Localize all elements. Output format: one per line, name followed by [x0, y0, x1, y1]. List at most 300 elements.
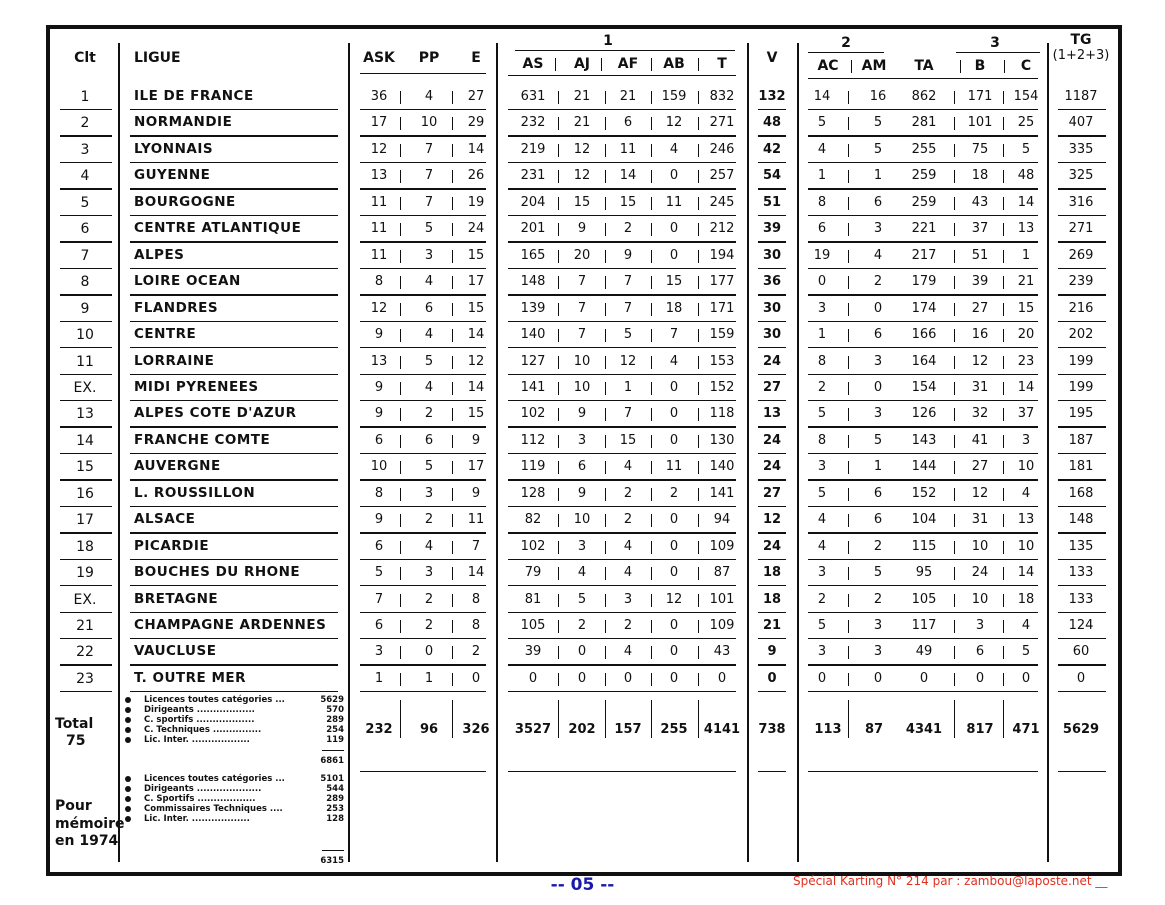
- row-rule: [130, 559, 338, 560]
- cell-separator: [848, 646, 849, 659]
- row-rule: [508, 374, 736, 375]
- e-cell: 8: [471, 618, 481, 633]
- cell-separator: [698, 58, 699, 71]
- cell-separator: [452, 250, 453, 263]
- e-cell: 24: [467, 221, 485, 237]
- cell-separator: [651, 117, 652, 130]
- ac-cell: 5: [817, 115, 827, 131]
- row-rule: [60, 453, 112, 454]
- cell-separator: [651, 144, 652, 157]
- league-name: CHAMPAGNE ARDENNES: [134, 617, 327, 633]
- cell-separator: [954, 382, 955, 395]
- pp-cell: 5: [424, 353, 434, 369]
- ac-cell: 8: [817, 432, 827, 448]
- cell-separator: [605, 144, 606, 157]
- cell-separator: [558, 567, 559, 580]
- ac-cell: 6: [817, 221, 827, 237]
- v-cell: 0: [767, 670, 777, 686]
- cell-separator: [400, 461, 401, 474]
- cell-separator: [400, 223, 401, 236]
- e-cell: 9: [471, 485, 481, 501]
- rank-cell: 10: [76, 327, 94, 344]
- cell-separator: [452, 567, 453, 580]
- ac-cell: 0: [817, 670, 827, 686]
- cell-separator: [1003, 461, 1004, 474]
- cell-separator: [400, 356, 401, 369]
- cell-separator: [848, 594, 849, 607]
- af-cell: 2: [623, 618, 633, 633]
- v-cell: 9: [767, 644, 777, 660]
- v-cell: 48: [762, 115, 782, 131]
- row-rule: [60, 612, 112, 613]
- cell-separator: [400, 620, 401, 633]
- v-cell: 132: [758, 89, 786, 104]
- v-cell: 27: [762, 379, 782, 395]
- t-cell: 87: [713, 565, 731, 581]
- cell-separator: [698, 329, 699, 342]
- cell-separator: [1003, 250, 1004, 263]
- breakdown-value: 5101: [320, 774, 344, 784]
- memo-line-2: mémoire: [55, 816, 125, 832]
- row-rule: [808, 162, 1038, 163]
- row-rule: [808, 559, 1038, 560]
- row-rule: [758, 294, 786, 295]
- ta-cell: 217: [911, 247, 937, 263]
- ac-cell: 4: [817, 141, 827, 157]
- cell-separator: [400, 673, 401, 686]
- breakdown-value: 5629: [320, 695, 344, 705]
- cell-separator: [1003, 329, 1004, 342]
- as-cell: 0: [528, 670, 538, 686]
- pp-cell: 5: [424, 459, 434, 475]
- row-rule: [60, 400, 112, 401]
- as-cell: 112: [520, 432, 546, 448]
- cell-separator: [558, 170, 559, 183]
- cell-separator: [698, 646, 699, 659]
- breakdown-label: C. sportifs ..................: [144, 715, 255, 725]
- aj-cell: 12: [573, 141, 591, 157]
- breakdown-label: Lic. Inter. ..................: [144, 814, 250, 824]
- row-rule: [360, 188, 486, 189]
- row-rule: [360, 479, 486, 480]
- rank-cell: 13: [76, 406, 94, 423]
- cell-separator: [954, 567, 955, 580]
- cell-separator: [848, 144, 849, 157]
- column-divider: [118, 43, 120, 862]
- total-separator: [698, 700, 699, 738]
- row-rule: [130, 506, 338, 507]
- pp-cell: 10: [420, 115, 438, 131]
- group-2-brace: [808, 52, 884, 53]
- header-as: AS: [522, 56, 544, 72]
- cell-separator: [651, 250, 652, 263]
- ab-cell: 0: [669, 512, 679, 528]
- breakdown-value: 119: [326, 735, 344, 745]
- ab-cell: 0: [669, 406, 679, 422]
- bullet-icon: [125, 786, 131, 792]
- v-cell: 13: [762, 406, 782, 422]
- league-name: CENTRE ATLANTIQUE: [134, 220, 302, 237]
- cell-separator: [400, 303, 401, 316]
- ac-cell: 3: [817, 300, 827, 316]
- cell-separator: [954, 303, 955, 316]
- row-rule: [508, 188, 736, 189]
- row-rule: [360, 559, 486, 560]
- total-label: Total: [55, 716, 94, 732]
- aj-cell: 5: [577, 591, 587, 607]
- af-cell: 7: [623, 300, 633, 316]
- cell-separator: [400, 435, 401, 448]
- row-rule: [758, 532, 786, 533]
- cell-separator: [452, 408, 453, 421]
- cell-separator: [558, 541, 559, 554]
- am-cell: 6: [873, 512, 883, 528]
- cell-separator: [651, 58, 652, 71]
- cell-separator: [452, 514, 453, 527]
- header-ac: AC: [817, 58, 839, 74]
- cell-separator: [605, 223, 606, 236]
- ask-cell: 1: [374, 670, 384, 686]
- v-cell: 30: [762, 327, 782, 343]
- breakdown-label: Dirigeants ....................: [144, 784, 262, 794]
- cell-separator: [452, 197, 453, 210]
- row-rule: [758, 479, 786, 480]
- row-rule: [60, 241, 112, 242]
- as-cell: 204: [520, 194, 546, 210]
- cell-separator: [1003, 144, 1004, 157]
- b-cell: 41: [971, 432, 989, 448]
- c-cell: 48: [1017, 168, 1035, 184]
- cell-separator: [698, 541, 699, 554]
- cell-separator: [954, 250, 955, 263]
- ask-cell: 13: [370, 168, 388, 184]
- cell-separator: [452, 303, 453, 316]
- total-ta: 4341: [905, 722, 943, 737]
- cell-separator: [698, 435, 699, 448]
- cell-separator: [555, 58, 556, 71]
- row-rule: [508, 532, 736, 533]
- cell-separator: [400, 276, 401, 289]
- row-rule: [508, 638, 736, 639]
- t-cell: 832: [709, 89, 735, 104]
- aj-cell: 15: [573, 194, 591, 210]
- c-cell: 14: [1017, 379, 1035, 395]
- row-rule: [60, 426, 112, 427]
- row-rule: [60, 374, 112, 375]
- cell-separator: [651, 514, 652, 527]
- cell-separator: [698, 461, 699, 474]
- header-af: AF: [617, 56, 639, 72]
- ac-cell: 0: [817, 274, 827, 290]
- e-cell: 17: [467, 274, 485, 290]
- total-v: 738: [758, 722, 786, 737]
- cell-separator: [605, 488, 606, 501]
- rank-cell: 17: [76, 512, 94, 529]
- cell-separator: [605, 356, 606, 369]
- am-cell: 2: [873, 591, 883, 607]
- row-rule: [60, 559, 112, 560]
- row-rule: [130, 268, 338, 269]
- cell-separator: [1003, 382, 1004, 395]
- b-cell: 43: [971, 194, 989, 210]
- total-aj: 202: [568, 722, 596, 737]
- ac-cell: 4: [817, 512, 827, 528]
- tg-cell: 269: [1068, 247, 1094, 263]
- ta-cell: 862: [911, 89, 937, 104]
- ab-cell: 0: [669, 644, 679, 660]
- cell-separator: [452, 276, 453, 289]
- row-rule: [758, 638, 786, 639]
- cell-separator: [651, 408, 652, 421]
- league-name: T. OUTRE MER: [134, 669, 247, 686]
- cell-separator: [558, 223, 559, 236]
- pp-cell: 1: [424, 670, 434, 686]
- row-rule: [508, 162, 736, 163]
- total-c: 471: [1012, 722, 1040, 737]
- row-rule: [130, 585, 338, 586]
- row-rule: [1058, 585, 1106, 586]
- cell-separator: [605, 567, 606, 580]
- t-cell: 0: [717, 670, 727, 686]
- v-cell: 39: [762, 221, 782, 237]
- as-cell: 141: [520, 379, 546, 395]
- cell-separator: [848, 303, 849, 316]
- b-cell: 171: [967, 89, 993, 104]
- cell-separator: [954, 461, 955, 474]
- row-rule: [1058, 215, 1106, 216]
- cell-separator: [400, 514, 401, 527]
- ask-cell: 7: [374, 591, 384, 607]
- af-cell: 6: [623, 115, 633, 131]
- cell-separator: [558, 250, 559, 263]
- cell-separator: [651, 435, 652, 448]
- header-ask: ASK: [363, 50, 395, 66]
- group-1-brace: [515, 50, 735, 51]
- cell-separator: [605, 594, 606, 607]
- row-rule: [60, 532, 112, 533]
- ac-cell: 8: [817, 353, 827, 369]
- row-rule: [60, 294, 112, 295]
- e-cell: 14: [467, 327, 485, 343]
- cell-separator: [954, 223, 955, 236]
- am-cell: 3: [873, 221, 883, 237]
- af-cell: 15: [619, 432, 637, 448]
- aj-cell: 6: [577, 459, 587, 475]
- rank-cell: 2: [80, 115, 90, 132]
- rank-cell: 7: [80, 247, 90, 264]
- row-rule: [360, 374, 486, 375]
- cell-separator: [848, 91, 849, 104]
- cell-separator: [651, 382, 652, 395]
- rank-cell: 11: [76, 353, 94, 370]
- row-rule: [1058, 532, 1106, 533]
- am-cell: 3: [873, 644, 883, 660]
- row-rule: [60, 664, 112, 665]
- row-rule: [130, 347, 338, 348]
- league-name: ALPES: [134, 246, 185, 263]
- cell-separator: [698, 197, 699, 210]
- b-cell: 27: [971, 300, 989, 316]
- cell-separator: [698, 594, 699, 607]
- row-rule: [758, 109, 786, 110]
- am-cell: 0: [873, 670, 883, 686]
- total-count: 75: [66, 733, 86, 749]
- am-cell: 3: [873, 618, 883, 633]
- af-cell: 2: [623, 221, 633, 237]
- league-name: BRETAGNE: [134, 590, 219, 607]
- rank-cell: 3: [80, 141, 90, 158]
- header-t: T: [717, 56, 727, 72]
- row-rule: [808, 585, 1038, 586]
- e-cell: 15: [467, 406, 485, 422]
- row-rule: [508, 453, 736, 454]
- header-ligue: LIGUE: [134, 50, 181, 66]
- rank-cell: 19: [76, 565, 94, 582]
- af-cell: 21: [619, 89, 637, 104]
- cell-separator: [698, 91, 699, 104]
- as-cell: 140: [520, 327, 546, 343]
- total-rule: [360, 771, 486, 772]
- header-group-3: 3: [990, 35, 1000, 51]
- c-cell: 4: [1021, 618, 1031, 633]
- row-rule: [808, 638, 1038, 639]
- rank-cell: 1: [80, 89, 90, 105]
- c-cell: 5: [1021, 644, 1031, 660]
- cell-separator: [954, 646, 955, 659]
- c-cell: 37: [1017, 406, 1035, 422]
- league-name: FLANDRES: [134, 299, 219, 316]
- cell-separator: [452, 170, 453, 183]
- league-name: BOURGOGNE: [134, 193, 236, 210]
- am-cell: 1: [873, 168, 883, 184]
- row-rule: [1058, 638, 1106, 639]
- am-cell: 6: [873, 194, 883, 210]
- total-separator: [558, 700, 559, 738]
- v-cell: 30: [762, 300, 782, 316]
- cell-separator: [452, 144, 453, 157]
- row-rule: [758, 506, 786, 507]
- ab-cell: 0: [669, 618, 679, 633]
- tg-cell: 60: [1072, 644, 1090, 660]
- league-name: AUVERGNE: [134, 458, 221, 475]
- ta-cell: 259: [911, 168, 937, 184]
- total-pp: 96: [419, 722, 439, 737]
- header-am: AM: [861, 58, 887, 74]
- row-rule: [808, 188, 1038, 189]
- pp-cell: 6: [424, 300, 434, 316]
- cell-separator: [848, 356, 849, 369]
- b-cell: 10: [971, 591, 989, 607]
- af-cell: 5: [623, 327, 633, 343]
- ta-cell: 152: [911, 485, 937, 501]
- ask-cell: 6: [374, 538, 384, 554]
- af-cell: 15: [619, 194, 637, 210]
- column-divider: [797, 43, 799, 862]
- am-cell: 0: [873, 300, 883, 316]
- row-rule: [60, 691, 112, 692]
- ask-cell: 36: [370, 89, 388, 104]
- ta-cell: 144: [911, 459, 937, 475]
- row-rule: [60, 347, 112, 348]
- tg-cell: 335: [1068, 141, 1094, 157]
- row-rule: [508, 664, 736, 665]
- cell-separator: [954, 514, 955, 527]
- row-rule: [508, 135, 736, 136]
- ac-cell: 14: [813, 89, 831, 104]
- cell-separator: [1003, 303, 1004, 316]
- row-rule: [130, 109, 338, 110]
- cell-separator: [698, 620, 699, 633]
- cell-separator: [605, 646, 606, 659]
- t-cell: 94: [713, 512, 731, 528]
- ask-cell: 12: [370, 300, 388, 316]
- row-rule: [360, 241, 486, 242]
- header-tg-sub: (1+2+3): [1052, 48, 1110, 63]
- ta-cell: 179: [911, 274, 937, 290]
- b-cell: 37: [971, 221, 989, 237]
- aj-cell: 10: [573, 379, 591, 395]
- cell-separator: [698, 223, 699, 236]
- cell-separator: [848, 461, 849, 474]
- ask-cell: 3: [374, 644, 384, 660]
- aj-cell: 9: [577, 485, 587, 501]
- cell-separator: [651, 673, 652, 686]
- e-cell: 8: [471, 591, 481, 607]
- row-rule: [360, 135, 486, 136]
- cell-separator: [651, 461, 652, 474]
- row-rule: [1058, 612, 1106, 613]
- cell-separator: [452, 329, 453, 342]
- rank-cell: 15: [76, 459, 94, 476]
- e-cell: 14: [467, 565, 485, 581]
- cell-separator: [558, 276, 559, 289]
- cell-separator: [452, 488, 453, 501]
- e-cell: 29: [467, 115, 485, 131]
- am-cell: 6: [873, 327, 883, 343]
- rank-cell: 16: [76, 485, 94, 502]
- row-rule: [360, 215, 486, 216]
- ab-cell: 11: [665, 194, 683, 210]
- cell-separator: [452, 117, 453, 130]
- row-rule: [758, 691, 786, 692]
- row-rule: [758, 321, 786, 322]
- cell-separator: [651, 223, 652, 236]
- row-rule: [758, 374, 786, 375]
- cell-separator: [1003, 541, 1004, 554]
- ta-cell: 105: [911, 591, 937, 607]
- total-af: 157: [614, 722, 642, 737]
- row-rule: [1058, 347, 1106, 348]
- pp-cell: 4: [424, 379, 434, 395]
- cell-separator: [1003, 620, 1004, 633]
- c-cell: 14: [1017, 565, 1035, 581]
- c-cell: 0: [1021, 670, 1031, 686]
- v-cell: 24: [762, 538, 782, 554]
- ta-cell: 0: [919, 670, 929, 686]
- b-cell: 24: [971, 565, 989, 581]
- row-rule: [508, 294, 736, 295]
- cell-separator: [698, 117, 699, 130]
- ta-cell: 259: [911, 194, 937, 210]
- row-rule: [60, 506, 112, 507]
- e-cell: 11: [467, 512, 485, 528]
- cell-separator: [1003, 567, 1004, 580]
- tg-cell: 199: [1068, 379, 1094, 395]
- cell-separator: [558, 329, 559, 342]
- v-cell: 21: [762, 618, 782, 633]
- t-cell: 118: [709, 406, 735, 422]
- tg-cell: 133: [1068, 565, 1094, 581]
